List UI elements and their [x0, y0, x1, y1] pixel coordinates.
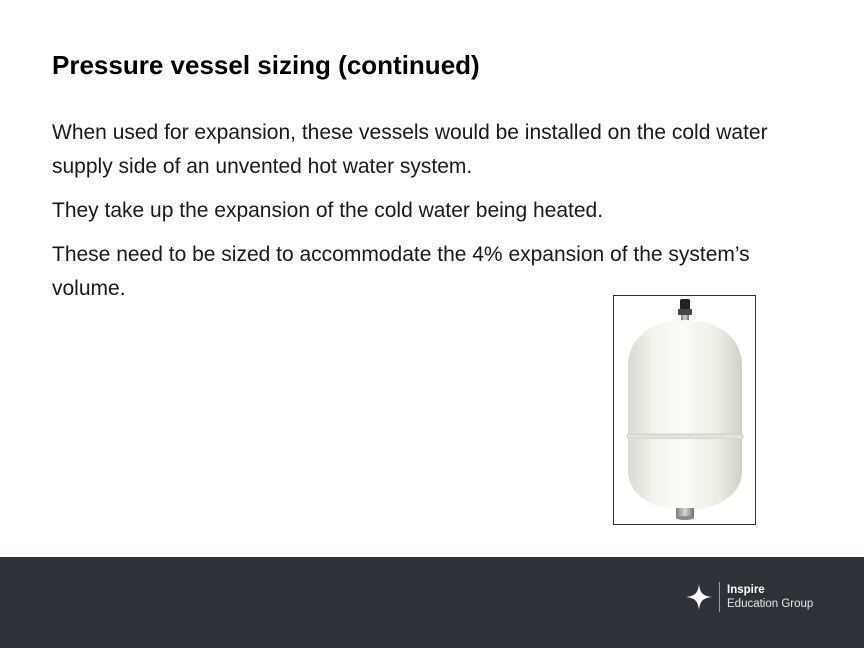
paragraph-1: When used for expansion, these vessels would be installed on the cold water supply side of an unvented hot water system. — [52, 121, 768, 178]
logo-divider — [719, 582, 720, 612]
inspire-logo — [686, 580, 813, 614]
paragraph-3: These need to be sized to accommodate the 4% expansion of the system’s volume. — [52, 243, 750, 300]
logo-text — [727, 583, 813, 611]
paragraph-2: They take up the expansion of the cold water being heated. — [52, 199, 604, 222]
logo-line-1: Inspire — [727, 584, 765, 596]
slide-title: Pressure vessel sizing (continued) — [52, 50, 480, 80]
four-point-star-icon — [686, 584, 712, 610]
expansion-vessel-icon — [614, 296, 755, 524]
expansion-vessel-image — [613, 295, 756, 525]
logo-line-2: Education Group — [727, 598, 814, 610]
slide-body — [52, 116, 822, 316]
